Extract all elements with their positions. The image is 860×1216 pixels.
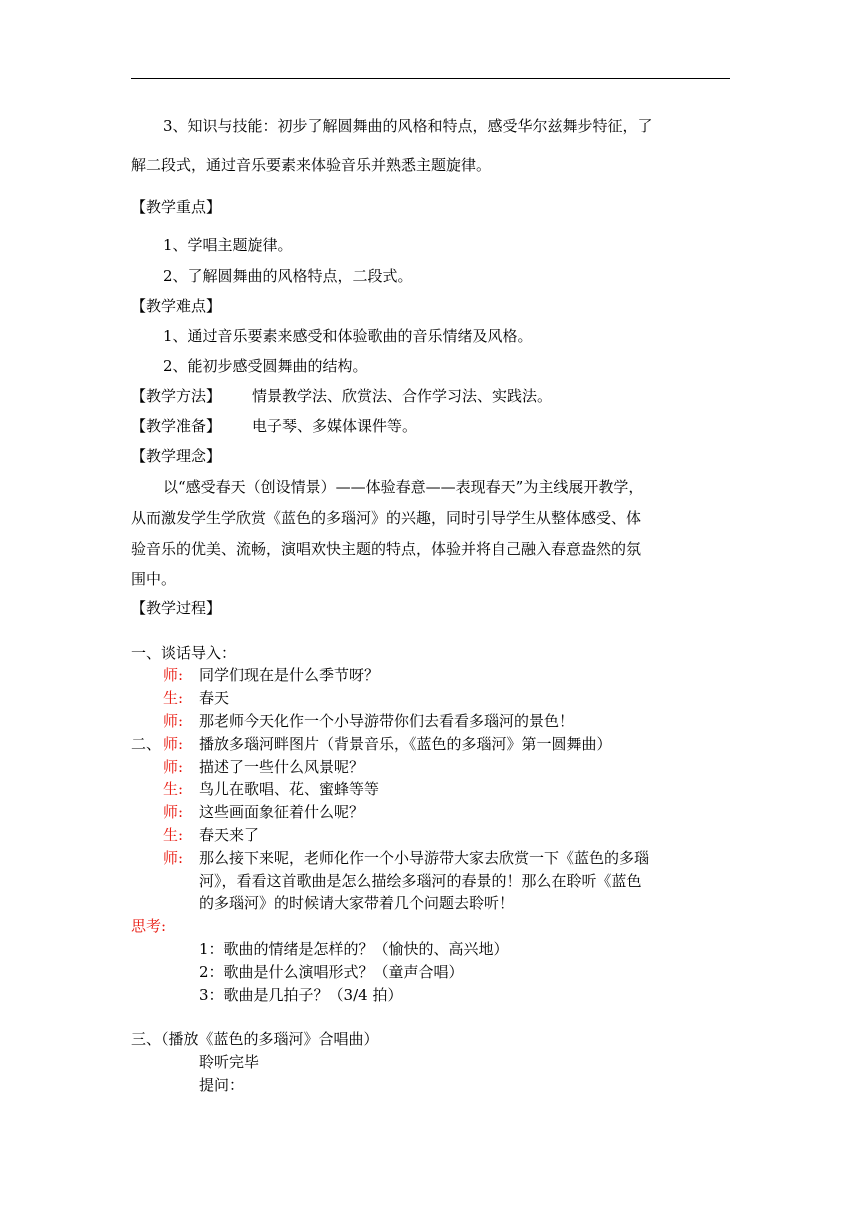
think-question: 3：歌曲是几拍子？（3/4 拍） (199, 986, 403, 1004)
dialogue-text: 那老师今天化作一个小导游带你们去看看多瑙河的景色！ (199, 712, 575, 730)
preparation-text: 电子琴、多媒体课件等。 (252, 417, 418, 435)
speaker-label: 师: (163, 758, 184, 776)
dialogue-text: 那么接下来呢，老师化作一个小导游带大家去欣赏一下《蓝色的多瑙 (199, 849, 650, 867)
philosophy-line: 验音乐的优美、流畅，演唱欢快主题的特点，体验并将自己融入春意盎然的氛 (131, 540, 642, 558)
speaker-label: 生: (163, 826, 184, 844)
header-rule (131, 78, 730, 79)
think-question: 2：歌曲是什么演唱形式？（童声合唱） (199, 963, 464, 981)
key-points-heading: 【教学重点】 (131, 198, 222, 216)
key-point-item: 1、学唱主题旋律。 (163, 236, 293, 254)
process-heading: 【教学过程】 (131, 599, 222, 617)
dialogue-text: 春天 (199, 689, 230, 707)
difficulty-item: 1、通过音乐要素来感受和体验歌曲的音乐情绪及风格。 (163, 327, 533, 345)
dialogue-text: 鸟儿在歌唱、花、蜜蜂等等 (199, 780, 380, 798)
difficulty-item: 2、能初步感受圆舞曲的结构。 (163, 357, 368, 375)
speaker-label: 师: (163, 666, 184, 684)
part2-prefix: 二、 (131, 735, 162, 753)
dialogue-continuation: 河》，看看这首歌曲是怎么描绘多瑙河的春景的！那么在聆听《蓝色 (199, 872, 642, 890)
dialogue-continuation: 的多瑙河》的时候请大家带着几个问题去聆听！ (199, 894, 515, 912)
speaker-label: 生: (163, 780, 184, 798)
philosophy-line: 从而激发学生学欣赏《蓝色的多瑙河》的兴趣，同时引导学生从整体感受、体 (131, 509, 642, 527)
think-question: 1：歌曲的情绪是怎样的？（愉快的、高兴地） (199, 940, 509, 958)
preparation-heading: 【教学准备】 (131, 417, 222, 435)
philosophy-line: 以“感受春天（创设情景）——体验春意——表现春天”为主线展开教学， (163, 478, 644, 496)
speaker-label: 师: (163, 849, 184, 867)
speaker-label: 生: (163, 689, 184, 707)
dialogue-text: 描述了一些什么风景呢？ (199, 758, 365, 776)
knowledge-line-2: 解二段式，通过音乐要素来体验音乐并熟悉主题旋律。 (131, 156, 492, 174)
method-text: 情景教学法、欣赏法、合作学习法、实践法。 (252, 387, 553, 405)
key-point-item: 2、了解圆舞曲的风格特点，二段式。 (163, 267, 413, 285)
speaker-label: 师: (163, 803, 184, 821)
dialogue-text: 同学们现在是什么季节呀？ (199, 666, 380, 684)
part3-line: 聆听完毕 (199, 1053, 260, 1071)
method-heading: 【教学方法】 (131, 387, 222, 405)
dialogue-text: 播放多瑙河畔图片（背景音乐，《蓝色的多瑙河》第一圆舞曲） (199, 735, 612, 753)
speaker-label: 师: (163, 712, 184, 730)
think-label: 思考: (131, 917, 167, 935)
part3-title: 三、（播放《蓝色的多瑙河》合唱曲） (131, 1030, 379, 1048)
difficulties-heading: 【教学难点】 (131, 297, 222, 315)
philosophy-heading: 【教学理念】 (131, 447, 222, 465)
dialogue-text: 这些画面象征着什么呢？ (199, 803, 365, 821)
dialogue-text: 春天来了 (199, 826, 260, 844)
speaker-label: 师: (163, 735, 184, 753)
knowledge-line-1: 3、知识与技能：初步了解圆舞曲的风格和特点，感受华尔兹舞步特征，了 (163, 117, 653, 135)
part1-title: 一、谈话导入： (131, 644, 237, 662)
philosophy-line: 围中。 (131, 570, 177, 588)
part3-line: 提问： (199, 1076, 245, 1094)
